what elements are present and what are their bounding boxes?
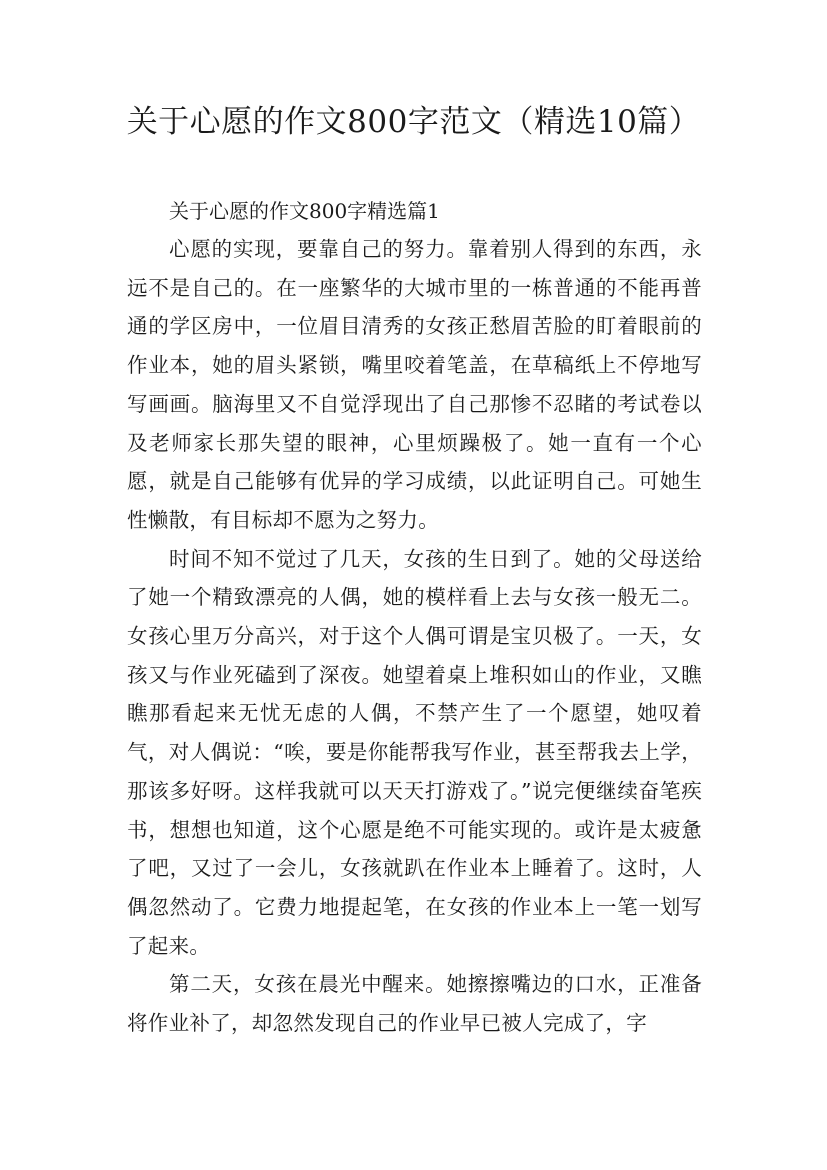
- paragraph-1: 心愿的实现，要靠自己的努力。靠着别人得到的东西，永远不是自己的。在一座繁华的大城市里的一栋普通的不能再普通的学区房中，一位眉目清秀的女孩正愁眉苦脸的盯着眼前的作业本，她的眉头紧锁，嘴里咬着笔盖，在草稿纸上不停地写写画画。脑海里又不自觉浮现出了自己那惨不忍睹的考试卷以及老师家长那失望的眼神，心里烦躁极了。她一直有一个心愿，就是自己能够有优异的学习成绩，以此证明自己。可她生性懒散，有目标却不愿为之努力。: [127, 237, 702, 532]
- paragraph-2: 时间不知不觉过了几天，女孩的生日到了。她的父母送给了她一个精致漂亮的人偶，她的模样看上去与女孩一般无二。女孩心里万分高兴，对于这个人偶可谓是宝贝极了。一天，女孩又与作业死磕到了深夜。她望着桌上堆积如山的作业，又瞧瞧那看起来无忧无虑的人偶，不禁产生了一个愿望，她叹着气，对人偶说：“唉，要是你能帮我写作业，甚至帮我去上学，那该多好呀。这样我就可以天天打游戏了。”说完便继续奋笔疾书，想想也知道，这个心愿是绝不可能实现的。或许是太疲惫了吧，又过了一会儿，女孩就趴在作业本上睡着了。这时，人偶忽然动了。它费力地提起笔，在女孩的作业本上一笔一划写了起来。: [127, 546, 702, 958]
- paragraph-3: 第二天，女孩在晨光中醒来。她擦擦嘴边的口水，正准备将作业补了，却忽然发现自己的作业早已被人完成了，字: [127, 972, 702, 1036]
- document-title: 关于心愿的作文800字范文（精选10篇）: [126, 104, 701, 140]
- section-heading: 关于心愿的作文800字精选篇1: [169, 199, 440, 223]
- article-body: [127, 192, 702, 1043]
